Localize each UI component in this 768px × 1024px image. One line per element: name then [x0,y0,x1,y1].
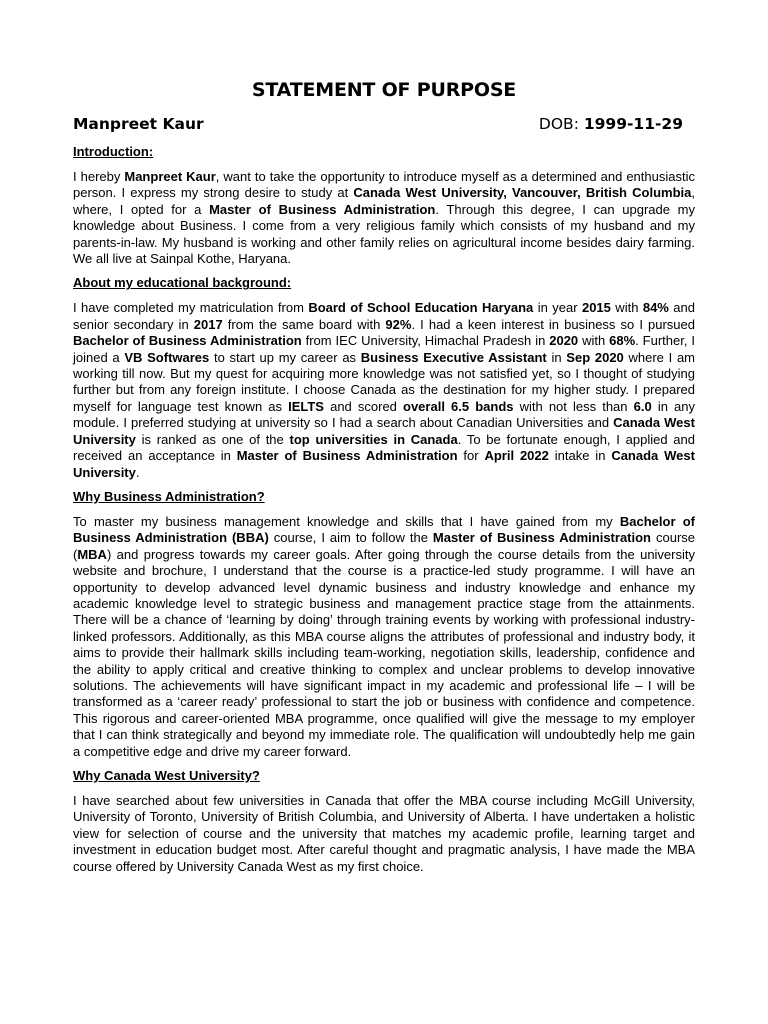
dob-value: 1999-11-29 [583,115,683,133]
body-text: To master my business management knowledge and skills that I have gained from my [73,513,620,529]
bold-text: Canada West University, Vancouver, British Columbia [353,185,692,201]
body-text: where I am working till now. But my quest for acquiring more knowledge was not satisfied yet, so I thought of studying further but from any foreign institute. I choose Canada as the destination for my higher study. I prepared myself for language test known as [73,349,696,414]
dob-label: DOB: [538,115,584,133]
bold-text: Master of Business Administration [432,530,652,546]
applicant-name: Manpreet Kaur [73,115,204,133]
body-text: I have completed my matriculation from [73,300,309,316]
page-title: STATEMENT OF PURPOSE [251,79,517,101]
body-text: . I had a keen interest in business so I pursued [411,316,695,332]
body-text: I have searched about few universities in Canada that offer the MBA course including McGill University, University of Toronto, University of British Columbia, and University of Alberta. I have undertaken a holistic view for selection of course and the university that matches my academic profile, learning target and investment in education budget most. After careful thought and pragmatic analysis, I have made the MBA course offered by University Canada West as my first choice. [73,793,695,874]
bold-text: 2017 [193,316,223,332]
body-text: , want to take the opportunity to introduce myself as a determined and enthusiastic person. I express my strong desire to study at [73,169,695,201]
applicant-row [73,114,695,134]
bold-text: Business Executive Assistant [360,349,547,365]
section-heading-why-business: Why Business Administration? [73,488,265,504]
date-of-birth [539,114,695,134]
bold-text: MBA [77,546,107,562]
body-text: from IEC University, Himachal Pradesh in [301,333,550,349]
bold-text: Master of Business Administration [236,448,458,464]
body-text: and senior secondary in [73,300,695,332]
body-text: in [546,349,567,365]
bold-text: Board of School Education Haryana [308,300,534,316]
section-body-education [73,300,695,480]
body-text: ) and progress towards my career goals. After going through the course details from the university website and brochure, I understand that the course is a practice-led study programme. I will have an opportunity to develop advanced level dynamic business and industry knowledge and enhance my academic knowledge level to strategic business and management practice stage from the attainments. There will be a chance of ‘learning by doing’ through training events by working with professional industry-linked professors. Additionally, as this MBA course aligns the attributes of professional and industry body, it aims to provide their hallmark skills including team-working, negotiation skills, leadership, confidence and the ability to apply critical and creative thinking to complex and unclear problems to develop innovative solutions. The achievements will have significant impact in my academic and professional life – I will be transformed as a ‘career ready’ professional to start the job or business with confidence and competence. This rigorous and career-oriented MBA programme, once qualified will give the message to my employer that I can think strategically and beyond my immediate role. The qualification will undoubtedly help me gain a competitive edge and drive my career forward. [73,546,695,759]
bold-text: Manpreet Kaur [124,169,216,184]
section-heading-introduction: Introduction: [73,144,154,159]
body-text: . To be fortunate enough, I applied and received an acceptance in [73,431,695,464]
body-text: course, I aim to follow the [268,530,433,546]
section-heading-why-university: Why Canada West University? [73,768,260,783]
body-text: with not less than [513,398,634,414]
section-body-why-business [73,514,695,760]
body-text: intake in [548,448,612,464]
body-text: is ranked as one of the [135,431,290,447]
body-text: I hereby [73,169,125,184]
section-body-why-university [73,793,695,875]
body-text: with [578,333,610,349]
body-text: from the same board with [222,316,386,332]
section-heading-education: About my educational background: [73,275,292,291]
bold-text: 6.0 [633,398,652,414]
body-text: course ( [73,530,695,562]
bold-text: VB Softwares [124,349,210,365]
body-text: in any module. I preferred studying at university so I had a search about Canadian Universities and [73,398,696,431]
bold-text: 2015 [581,300,611,316]
bold-text: top universities in Canada [289,431,458,447]
bold-text: Bachelor of Business Administration (BBA) [73,513,696,546]
body-text: and scored [323,398,404,414]
bold-text: 2020 [549,333,579,349]
bold-text: 84% [642,300,669,316]
bold-text: Canada West University [73,448,695,480]
body-text: in year [533,300,582,316]
bold-text: Sep 2020 [566,349,624,365]
body-text: . Through this degree, I can upgrade my knowledge about Business. I come from a very religious family which consists of my husband and my parents-in-law. My husband is working and other family relies on agricultural income besides dairy farming. We all live at Sainpal Kothe, Haryana. [73,201,696,267]
bold-text: 68% [609,333,636,349]
body-text: . Further, I joined a [73,333,696,365]
bold-text: overall 6.5 bands [403,398,514,414]
bold-text: IELTS [288,398,324,414]
bold-text: Bachelor of Business Administration [73,333,302,349]
bold-text: Canada West University [73,415,695,447]
body-text: to start up my career as [209,349,361,365]
body-text: , where, I opted for a [73,185,695,217]
bold-text: Master of Business Administration [209,201,436,217]
bold-text: April 2022 [484,448,549,464]
body-text: . [135,464,140,480]
bold-text: 92% [385,316,412,332]
body-text: with [610,300,643,316]
body-text: for [457,448,485,464]
section-body-introduction [73,169,695,267]
